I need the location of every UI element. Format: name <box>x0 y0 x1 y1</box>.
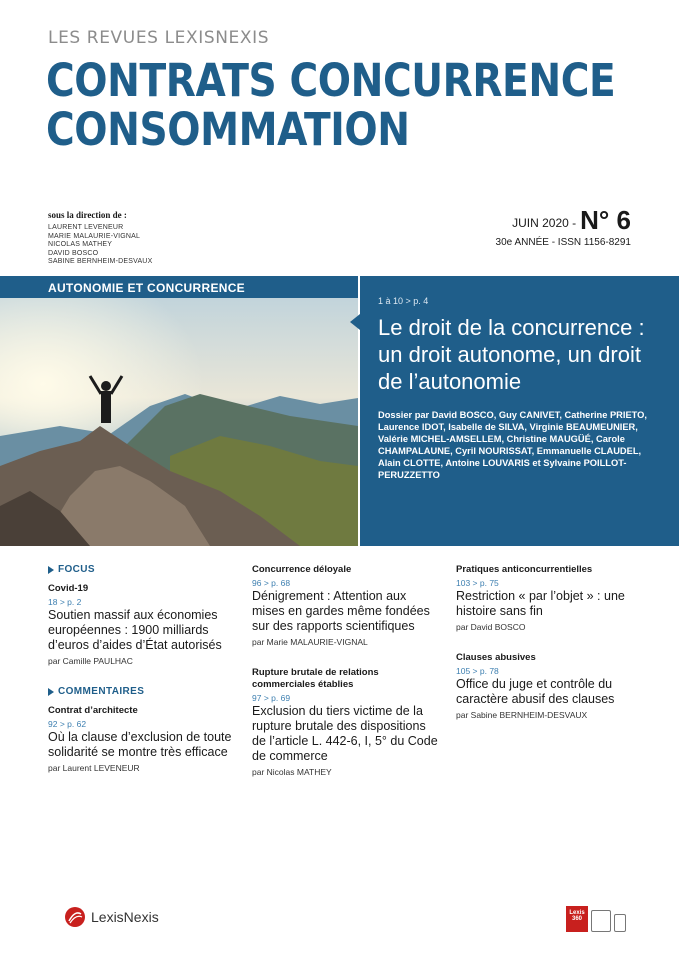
lexisnexis-emblem-icon <box>64 906 86 928</box>
lexis360-badge <box>566 906 626 932</box>
director-name: LAURENT LEVENEUR <box>48 224 124 231</box>
section-label: FOCUS <box>58 564 95 575</box>
article-category: Rupture brutale de relations commerciales établies <box>252 667 379 690</box>
article-title: Office du juge et contrôle du caractère abusif des clauses <box>456 677 615 706</box>
article-author: par David BOSCO <box>456 622 526 632</box>
mountain-photo <box>0 276 358 546</box>
article-item <box>252 667 440 777</box>
article-item <box>456 652 644 720</box>
article-author: par Camille PAULHAC <box>48 656 133 666</box>
tablet-icon <box>591 910 611 932</box>
logo-text: LexisNexis <box>91 909 159 925</box>
section-commentaires <box>48 686 236 697</box>
article-author: par Sabine BERNHEIM-DESVAUX <box>456 710 588 720</box>
director-name: DAVID BOSCO <box>48 249 99 257</box>
director-name: SABINE BERNHEIM-DESVAUX <box>48 258 153 265</box>
article-author: par Nicolas MATHEY <box>252 767 332 777</box>
issue-number: N° 6 <box>580 205 631 235</box>
article-category: Concurrence déloyale <box>252 564 352 575</box>
article-title: Où la clause d’exclusion de toute solidarité se montre très efficace <box>48 730 232 759</box>
article-page: 92 > p. 62 <box>48 719 87 729</box>
feature-headline: Le droit de la concurrence : un droit autonome, un droit de l’autonomie <box>378 315 645 394</box>
article-category: Contrat d’architecte <box>48 705 138 716</box>
article-page: 103 > p. 75 <box>456 578 499 588</box>
article-page: 105 > p. 78 <box>456 666 499 676</box>
article-title: Dénigrement : Attention aux mises en gardes même fondées sur des rapports scientifiques <box>252 589 430 633</box>
section-label: COMMENTAIRES <box>58 686 145 697</box>
article-page: 97 > p. 69 <box>252 693 291 703</box>
article-item <box>456 564 644 632</box>
issue-date: JUIN 2020 - <box>512 216 577 230</box>
article-title: Exclusion du tiers victime de la rupture brutale des dispositions de l’article L. 442-6, I, 5° du Code de commerce <box>252 704 438 763</box>
issue-info <box>496 206 631 248</box>
article-item <box>252 564 440 647</box>
feature-ref: 1 à 10 > p. 4 <box>378 296 429 306</box>
feature-authors: Dossier par David BOSCO, Guy CANIVET, Catherine PRIETO, Laurence IDOT, Isabelle de SILVA, Virginie BEAUMEUNIER, Valérie MICHEL-AMSELLEM, Christine MAUGÜÉ, Carole CHAMPALAUNE, Cyril NOURISSAT, Emmanuelle CLAUDEL, Alain CLOTTE, Antoine LOUVARIS et Sylvaine POILLOT-PERUZZETTO <box>378 410 647 480</box>
director-name: NICOLAS MATHEY <box>48 241 113 248</box>
column-2 <box>252 564 440 791</box>
article-page: 96 > p. 68 <box>252 578 291 588</box>
director-name: MARIE MALAURIE-VIGNAL <box>48 232 141 240</box>
direction-label: sous la direction de : <box>48 210 127 220</box>
article-category: Pratiques anticoncurrentielles <box>456 564 593 575</box>
phone-icon <box>614 914 626 932</box>
panel-notch <box>350 314 360 330</box>
title-line-1: CONTRATS CONCURRENCE <box>46 54 616 107</box>
triangle-icon <box>48 566 54 574</box>
article-author: par Laurent LEVENEUR <box>48 763 140 773</box>
section-band: AUTONOMIE ET CONCURRENCE <box>0 276 358 298</box>
series-label: LES REVUES LEXISNEXIS <box>48 28 270 48</box>
article-item <box>48 583 236 666</box>
issue-year-issn: 30e ANNÉE - ISSN 1156-8291 <box>495 237 631 248</box>
column-3 <box>456 564 644 734</box>
article-item <box>48 705 236 773</box>
article-category: Clauses abusives <box>456 652 536 663</box>
article-title: Soutien massif aux économies européennes : 1900 milliards d’euros d’aides d’État autorisés <box>48 608 222 652</box>
article-page: 18 > p. 2 <box>48 597 82 607</box>
lexis360-book-icon: Lexis 360 <box>566 906 588 932</box>
article-title: Restriction « par l’objet » : une histoire sans fin <box>456 589 625 618</box>
section-focus <box>48 564 236 575</box>
lexisnexis-logo <box>64 906 159 928</box>
article-author: par Marie MALAURIE-VIGNAL <box>252 637 368 647</box>
journal-title <box>46 54 616 156</box>
triangle-icon <box>48 688 54 696</box>
editorial-direction <box>48 210 152 267</box>
column-1 <box>48 564 236 787</box>
direction-names <box>48 224 152 267</box>
title-line-2: CONSOMMATION <box>46 103 410 156</box>
article-category: Covid-19 <box>48 583 89 594</box>
feature-panel <box>360 276 679 546</box>
